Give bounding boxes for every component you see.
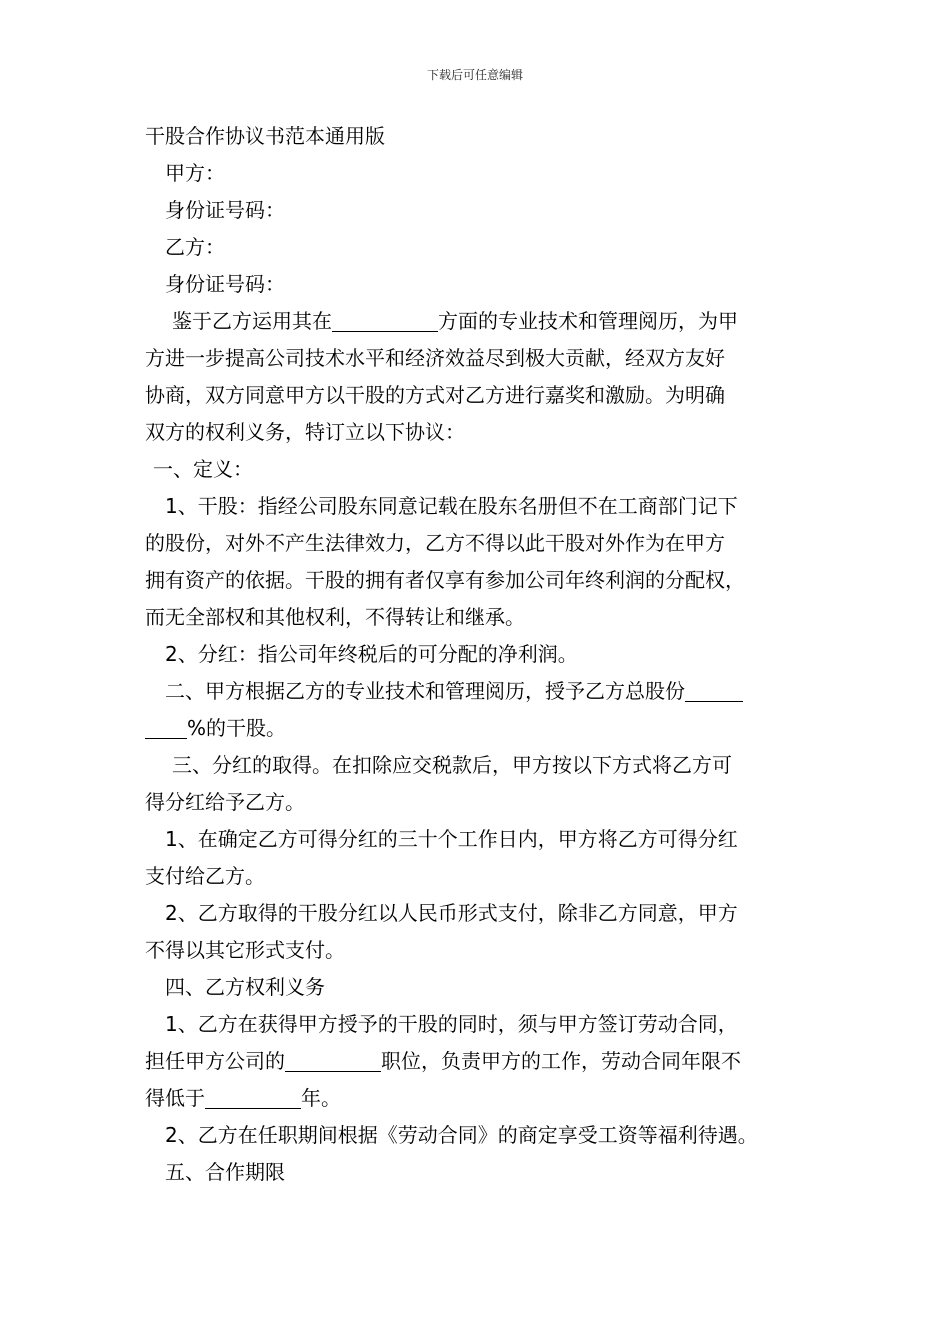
section-1-item-1-line-3: 拥有资产的依据。干股的拥有者仅享有参加公司年终利润的分配权， xyxy=(145,568,745,592)
section-2-line-1: 二、甲方根据乙方的专业技术和管理阅历，授予乙方总股份 xyxy=(145,673,810,710)
section-5-title: 五、合作期限 xyxy=(165,1160,285,1184)
field-blank xyxy=(205,1086,301,1109)
intro-line-4: 双方的权利义务，特订立以下协议： xyxy=(145,420,465,444)
document-title: 干股合作协议书范本通用版 xyxy=(145,124,385,148)
section-4-item-1-line-3: 得低于 年。 xyxy=(145,1086,341,1110)
section-3-line-1: 三、分红的取得。在扣除应交税款后，甲方按以下方式将乙方可 xyxy=(172,753,732,777)
intro-line-2: 方进一步提高公司技术水平和经济效益尽到极大贡献，经双方友好 xyxy=(145,346,725,370)
document-body xyxy=(145,118,810,1191)
party-b-line: 乙方： xyxy=(165,235,225,259)
section-1-title: 一、定义： xyxy=(153,457,253,481)
intro-line-1: 鉴于乙方运用其在 方面的专业技术和管理阅历，为甲 xyxy=(172,309,738,333)
section-1-item-1-line-4: 而无全部权和其他权利，不得转让和继承。 xyxy=(145,605,525,629)
section-2-line-2: %的干股。 xyxy=(145,710,810,747)
section-3-item-1-line-2: 支付给乙方。 xyxy=(145,864,265,888)
section-1-item-2: 2、分红：指公司年终税后的可分配的净利润。 xyxy=(165,642,578,666)
section-3-item-1-line-1: 1、在确定乙方可得分红的三十个工作日内，甲方将乙方可得分红 xyxy=(165,827,738,851)
section-4-title: 四、乙方权利义务 xyxy=(165,975,325,999)
section-3-item-2-line-2: 不得以其它形式支付。 xyxy=(145,938,345,962)
section-1-item-1-line-1: 1、干股：指经公司股东同意记载在股东名册但不在工商部门记下 xyxy=(165,494,738,518)
section-4-item-1-line-2: 担任甲方公司的 职位，负责甲方的工作，劳动合同年限不 xyxy=(145,1049,741,1073)
section-3-line-2: 得分红给予乙方。 xyxy=(145,790,305,814)
section-3-item-2-line-1: 2、乙方取得的干股分红以人民币形式支付，除非乙方同意，甲方 xyxy=(165,901,738,925)
page-header-note: 下载后可任意编辑 xyxy=(426,68,523,82)
section-1-item-1-line-2: 的股份，对外不产生法律效力，乙方不得以此干股对外作为在甲方 xyxy=(145,531,725,555)
field-blank xyxy=(285,1049,381,1072)
party-a-line: 甲方： xyxy=(165,161,225,185)
intro-line-3: 协商，双方同意甲方以干股的方式对乙方进行嘉奖和激励。为明确 xyxy=(145,383,725,407)
section-4-item-1-line-1: 1、乙方在获得甲方授予的干股的同时，须与甲方签订劳动合同， xyxy=(165,1012,738,1036)
field-blank xyxy=(332,309,438,332)
section-4-item-2: 2、乙方在任职期间根据《劳动合同》的商定享受工资等福利待遇。 xyxy=(165,1123,758,1147)
party-b-id-line: 身份证号码： xyxy=(165,272,285,296)
party-a-id-line: 身份证号码： xyxy=(165,198,285,222)
field-blank xyxy=(685,679,743,702)
field-blank xyxy=(145,716,187,739)
